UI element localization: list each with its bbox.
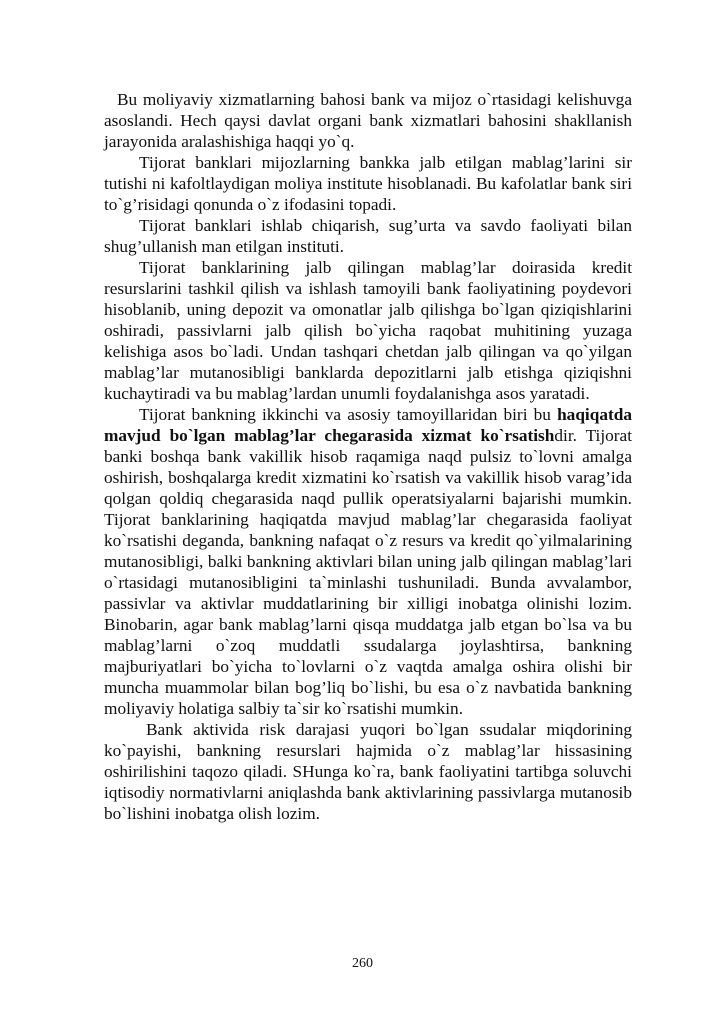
paragraph-prohibited-activities: Tijorat banklari ishlab chiqarish, sug’urta va savdo faoliyati bilan shug’ullanish man etilgan instituti. xyxy=(104,216,632,256)
paragraph-pricing: Bu moliyaviy xizmatlarning bahosi bank va mijoz o`rtasidagi kelishuvga asoslandi. Hech qaysi davlat organi bank xizmatlari bahosini shakllanish jarayonida aralashishiga haqqi yo`q. xyxy=(104,90,632,151)
page-body xyxy=(104,89,632,824)
principle-emphasis: haqiqatda mavjud bo`lgan mablag’lar chegarasida xizmat ko`rsatish xyxy=(104,405,632,445)
page-number: 260 xyxy=(352,956,373,971)
paragraph-bank-secrecy: Tijorat banklari mijozlarning bankka jalb etilgan mablag’larini sir tutishi ni kafoltlaydigan moliya institute hisoblanadi. Bu kafolatlar bank siri to`g’risidagi qonunda o`z ifodasini topadi. xyxy=(104,153,632,214)
paragraph-second-principle-body: dir. Tijorat banki boshqa bank vakillik hisob raqamiga naqd pulsiz to`lovni amalga oshirish, boshqalarga kredit xizmatini ko`rsatish va vakillik hisob varag’ida qolgan qoldiq chegarasida naqd pullik operatsiyalarni bajarishi mumkin. Tijorat banklarining haqiqatda mavjud mablag’lar chegarasida faoliyat ko`rsatishi deganda, bankning nafaqat o`z resurs va kredit qo`yilmalarining mutanosibligi, balki bankning aktivlari bilan uning jalb qilingan mablag’lari o`rtasidagi mutanosibligini ta`minlashi tushuniladi. Bunda avvalambor, passivlar va aktivlar muddatlarining bir xilligi inobatga olinishi lozim. Binobarin, agar bank mablag’larni qisqa muddatga jalb etgan bo`lsa va bu mablag’larni o`zoq muddatli ssudalarga joylashtirsa, bankning majburiyatlari bo`yicha to`lovlarni o`z vaqtda amalga oshira olishi bir muncha muammolar bilan bog’liq bo`lishi, bu esa o`z navbatida bankning moliyaviy holatiga salbiy ta`sir ko`rsatishi mumkin. xyxy=(104,426,632,718)
paragraph-second-principle xyxy=(104,404,632,719)
paragraph-credit-resources: Tijorat banklarining jalb qilingan mablag’lar doirasida kredit resurslarini tashkil qilish va ishlash tamoyili bank faoliyatining poydevori hisoblanib, uning depozit va omonatlar jalb qilishga bo`lgan qiziqishlarini oshiradi, passivlarni jalb qilish bo`yicha raqobat muhitining yuzaga kelishiga asos bo`ladi. Undan tashqari chetdan jalb qilingan va qo`yilgan mablag’lar mutanosibligi banklarda depozitlarni jalb etishga qiziqishni kuchaytiradi va bu mablag’lardan unumli foydalanishga asos yaratadi. xyxy=(104,258,632,403)
paragraph-risk-assets: Bank aktivida risk darajasi yuqori bo`lgan ssudalar miqdorining ko`payishi, bankning resurslari hajmida o`z mablag’lar hissasining oshirilishini taqozo qiladi. SHunga ko`ra, bank faoliyatini tartibga soluvchi iqtisodiy normativlarni aniqlashda bank aktivlarining passivlarga mutanosib bo`lishini inobatga olish lozim. xyxy=(104,720,632,823)
paragraph-second-principle-intro: Tijorat bankning ikkinchi va asosiy tamoyillaridan biri bu xyxy=(139,405,558,424)
